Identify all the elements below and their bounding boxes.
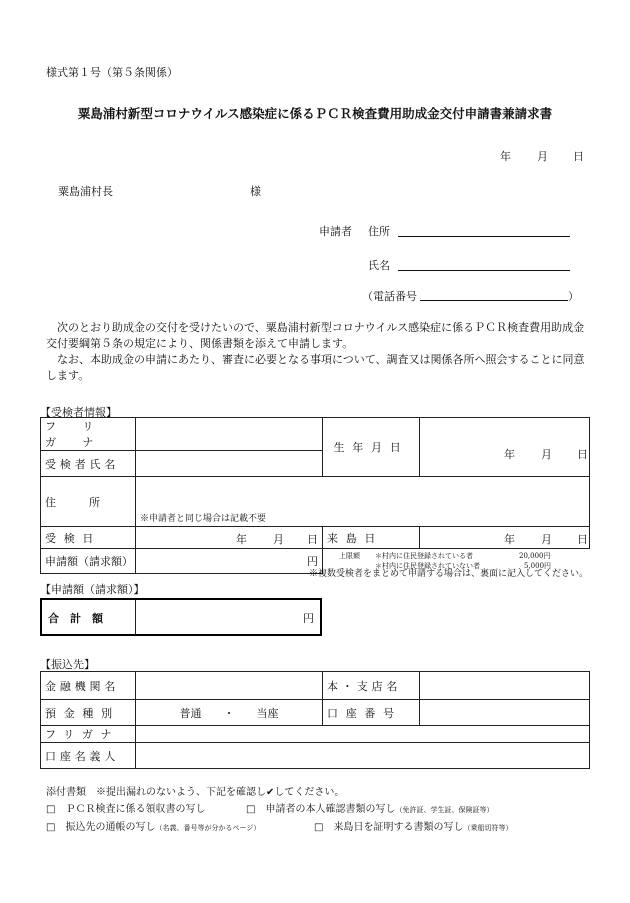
- birthdate-month: 月: [541, 448, 552, 461]
- date-year-label: 年: [500, 150, 511, 163]
- body-paragraph-2: なお、本助成金の申請にあたり、審査に必要となる事項について、調査又は関係各所へ照会することに同意します。: [46, 353, 585, 382]
- account-no-label: 口座番号: [323, 700, 420, 726]
- addressee-name: 粟島浦村長: [58, 185, 113, 198]
- arrival-date-field[interactable]: [420, 527, 590, 549]
- attachment-item-passbook[interactable]: □ 振込先の通帳の写し（名義、番号等が分かるページ）: [46, 822, 261, 833]
- total-section-heading: 【申請額（請求額）】: [40, 583, 145, 596]
- furigana-label: フ リ ガ ナ: [41, 418, 136, 451]
- limit-unregistered-amount: 5,000円: [524, 562, 552, 570]
- account-holder-field[interactable]: [136, 743, 590, 769]
- branch-field[interactable]: [420, 672, 590, 700]
- arrival-date-label: 来島日: [323, 527, 420, 549]
- limit-registered: ＊村内に住民登録されている者: [375, 552, 473, 560]
- deposit-type-options[interactable]: 普通 ・ 当座: [136, 700, 323, 726]
- address-note: ※申請者と同じ場合は記載不要: [140, 514, 267, 524]
- applicant-role-label: 申請者: [319, 225, 352, 238]
- document-title: 粟島浦村新型コロナウイルス感染症に係るＰＣＲ検査費用助成金交付申請書兼請求書: [77, 106, 553, 121]
- attachment-arrival-note: （乗船切符等）: [463, 824, 513, 832]
- applicant-phone-input[interactable]: [420, 300, 568, 301]
- branch-label: 本・支店名: [323, 672, 420, 700]
- applicant-name-input[interactable]: [398, 270, 570, 271]
- exam-date-label: 受検日: [41, 527, 136, 549]
- birthdate-year: 年: [504, 448, 515, 461]
- attachment-item-receipt[interactable]: □ ＰＣＲ検査に係る領収書の写し: [46, 804, 206, 815]
- bank-table: [40, 671, 590, 769]
- exam-date-field[interactable]: [136, 527, 323, 549]
- addressee-honorific: 様: [250, 185, 261, 198]
- exam-date-month: 月: [273, 532, 284, 546]
- arrival-date-day: 日: [577, 532, 588, 546]
- limit-unregistered: ＊村内に住民登録されていない者: [375, 562, 480, 570]
- applicant-address-label: 住所: [368, 225, 390, 238]
- deposit-type-label: 預金種別: [41, 700, 136, 726]
- arrival-date-month: 月: [541, 532, 552, 546]
- birthdate-day: 日: [577, 448, 588, 461]
- account-holder-label: 口座名義人: [41, 743, 136, 769]
- bank-section-heading: 【振込先】: [40, 658, 95, 671]
- institution-field[interactable]: [136, 672, 323, 700]
- attachment-item-id[interactable]: □ 申請者の本人確認書類の写し（免許証、学生証、保険証等）: [246, 804, 494, 815]
- limit-label: 上限額: [339, 552, 360, 560]
- arrival-date-year: 年: [504, 532, 515, 546]
- total-amount-field[interactable]: [136, 600, 320, 634]
- amount-yen: 円: [307, 554, 318, 568]
- amount-label: 申請額（請求額）: [41, 549, 136, 574]
- attachments-heading: 添付書類 ※提出漏れのないよう、下記を確認し✔してください。: [46, 787, 345, 798]
- examinee-name-label: 受検者氏名: [41, 451, 136, 477]
- date-day-label: 日: [573, 150, 584, 163]
- attachment-item-arrival-proof[interactable]: □ 来島日を証明する書類の写し（乗船切符等）: [314, 822, 513, 833]
- amount-field[interactable]: [136, 549, 323, 574]
- examinee-name-field[interactable]: [136, 451, 323, 477]
- multi-examinee-note: ※複数受検者をまとめて申請する場合は、裏面に記入してください。: [308, 569, 588, 579]
- bank-furigana-field[interactable]: [136, 726, 590, 743]
- birthdate-field[interactable]: [420, 418, 590, 477]
- attachment-id-note: （免許証、学生証、保険証等）: [395, 806, 494, 814]
- applicant-phone-close: ）: [568, 290, 579, 303]
- examinee-address-label: 住 所: [41, 477, 136, 527]
- total-yen: 円: [303, 612, 314, 625]
- limit-registered-amount: 20,000円: [519, 552, 551, 560]
- date-month-label: 月: [537, 150, 548, 163]
- examinee-address-field[interactable]: [136, 477, 590, 527]
- attachment-passbook-note: （名義、番号等が分かるページ）: [155, 824, 261, 832]
- furigana-field[interactable]: [136, 418, 323, 451]
- applicant-phone-label: （電話番号: [362, 290, 417, 303]
- account-no-field[interactable]: [420, 700, 590, 726]
- applicant-address-input[interactable]: [398, 236, 570, 237]
- total-label: 合 計 額: [48, 612, 103, 625]
- examinee-table: [40, 417, 590, 574]
- total-box: [40, 598, 322, 636]
- applicant-name-label: 氏名: [368, 259, 390, 272]
- institution-label: 金融機関名: [41, 672, 136, 700]
- exam-date-year: 年: [236, 532, 247, 546]
- birthdate-label: 生年月日: [323, 418, 420, 477]
- body-paragraph-1: 次のとおり助成金の交付を受けたいので、粟島浦村新型コロナウイルス感染症に係るＰＣＲ検査費用助成金交付要綱第５条の規定により、関係書類を添えて申請します。: [46, 321, 585, 350]
- examinee-section-heading: 【受検者情報】: [40, 406, 117, 419]
- exam-date-day: 日: [307, 532, 318, 546]
- form-number: 様式第１号（第５条関係）: [46, 66, 178, 79]
- bank-furigana-label: フリガナ: [41, 726, 136, 743]
